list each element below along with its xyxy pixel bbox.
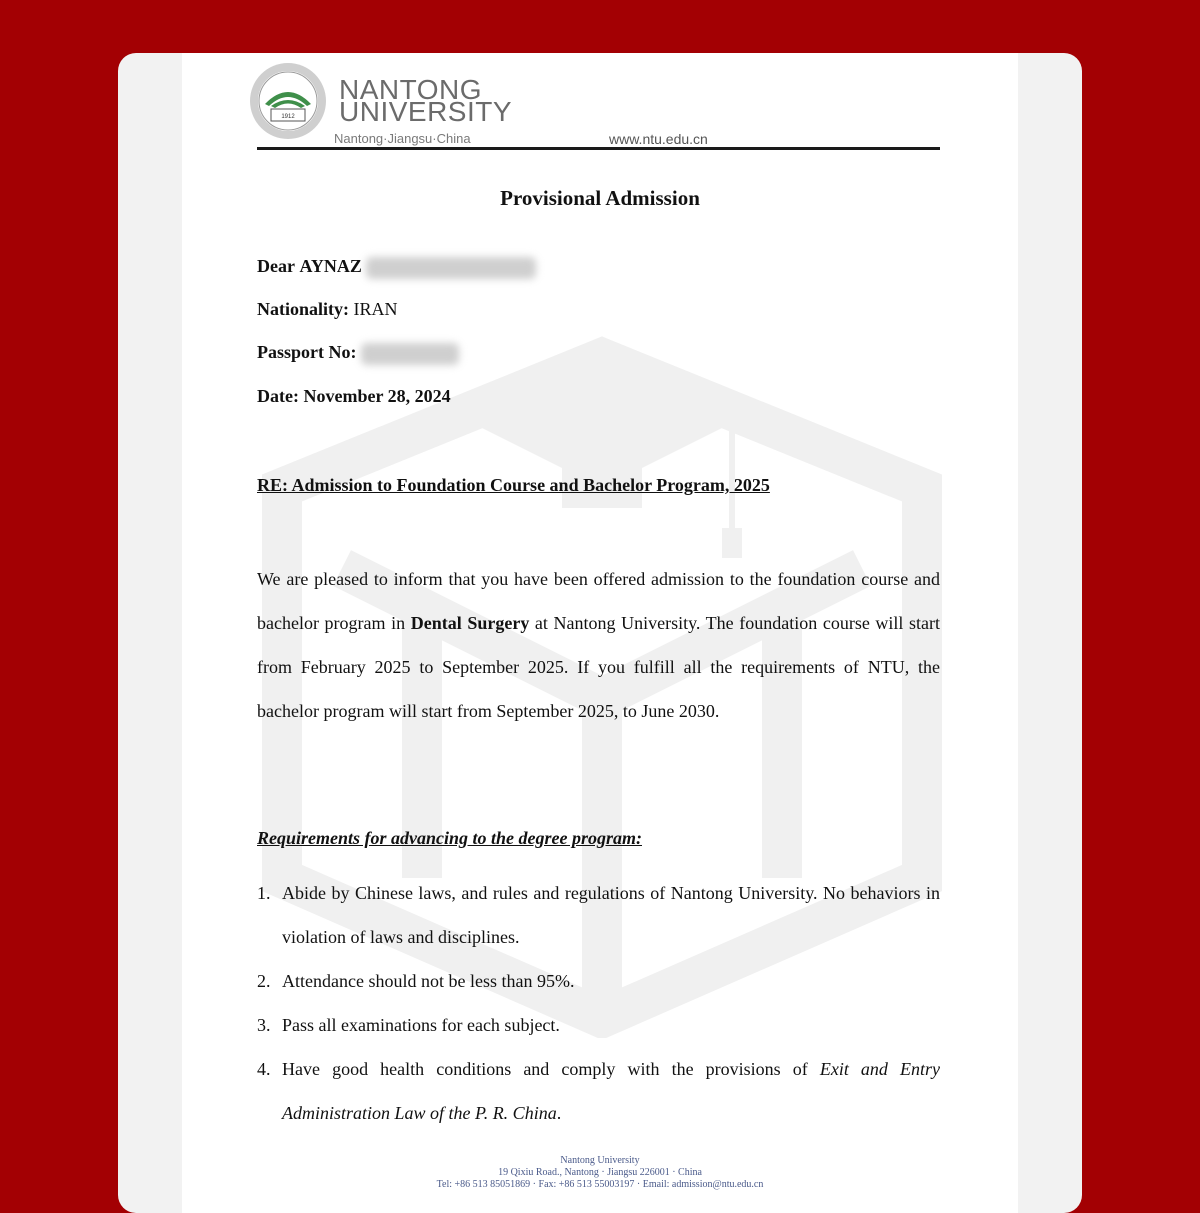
- seal-year: 1912: [281, 114, 295, 120]
- dear-label: Dear: [257, 256, 295, 276]
- list-item-text: Pass all examinations for each subject.: [282, 1015, 560, 1035]
- dear-name: AYNAZ: [299, 256, 362, 276]
- nationality-value: IRAN: [353, 299, 398, 319]
- university-website: www.ntu.edu.cn: [609, 131, 708, 147]
- letter-date: Date: November 28, 2024: [257, 386, 451, 406]
- subject-line: RE: Admission to Foundation Course and Bachelor Program, 2025: [257, 475, 770, 495]
- date-line: [257, 386, 451, 407]
- document-card: [118, 53, 1082, 1213]
- requirements-heading: Requirements for advancing to the degree program:: [257, 828, 642, 848]
- list-item-number: 1.: [257, 883, 271, 903]
- passport-line: [257, 342, 459, 365]
- letter-title: Provisional Admission: [500, 186, 700, 210]
- university-seal-logo: [249, 62, 327, 140]
- nationality-label: Nationality:: [257, 299, 349, 319]
- list-item-text: Attendance should not be less than 95%.: [282, 971, 575, 991]
- list-item-text: Have good health conditions and comply with the provisions of: [282, 1059, 820, 1079]
- law-title: Exit and Entry Administration Law of the P. R. China: [282, 1059, 940, 1123]
- list-item: [257, 959, 940, 1003]
- list-item-text-end: .: [556, 1103, 562, 1123]
- list-item-number: 3.: [257, 1015, 271, 1035]
- list-item: [257, 871, 940, 959]
- list-item-number: 2.: [257, 971, 271, 991]
- redacted-surname: [366, 257, 536, 279]
- footer-line-2: 19 Qixiu Road., Nantong · Jiangsu 226001 · China: [498, 1167, 702, 1178]
- program-name: Dental Surgery: [410, 613, 530, 633]
- university-name-line1: NANTONG: [339, 74, 482, 105]
- admission-paragraph: [257, 557, 940, 733]
- header-divider: [257, 147, 940, 150]
- letter-page: [182, 53, 1018, 1213]
- list-item-text: Abide by Chinese laws, and rules and regulations of Nantong University. No behaviors in violation of laws and disciplines.: [282, 883, 940, 947]
- university-location: Nantong·Jiangsu·China: [334, 131, 471, 146]
- list-item-number: 4.: [257, 1059, 271, 1079]
- footer-line-3: Tel: +86 513 85051869 · Fax: +86 513 55003197 · Email: admission@ntu.edu.cn: [436, 1179, 764, 1190]
- university-name-line2: UNIVERSITY: [339, 96, 513, 127]
- list-item: [257, 1003, 940, 1047]
- paragraph-text-2: at Nantong University. The foundation course will start from February 2025 to September 2025. If you fulfill all the requirements of NTU, the bachelor program will start from September 2025, to June 2030.: [257, 613, 941, 721]
- nationality-line: [257, 299, 398, 320]
- dear-line: [257, 256, 536, 279]
- list-item: [257, 1047, 940, 1135]
- footer-line-1: Nantong University: [560, 1155, 640, 1166]
- passport-label: Passport No:: [257, 342, 357, 362]
- university-name: [339, 74, 513, 127]
- letter-footer: [182, 1155, 1018, 1191]
- redacted-passport-number: [361, 343, 459, 365]
- requirements-list: [257, 871, 940, 1135]
- paragraph-text-1: We are pleased to inform that you have been offered admission to the foundation course and bachelor program in: [257, 569, 940, 633]
